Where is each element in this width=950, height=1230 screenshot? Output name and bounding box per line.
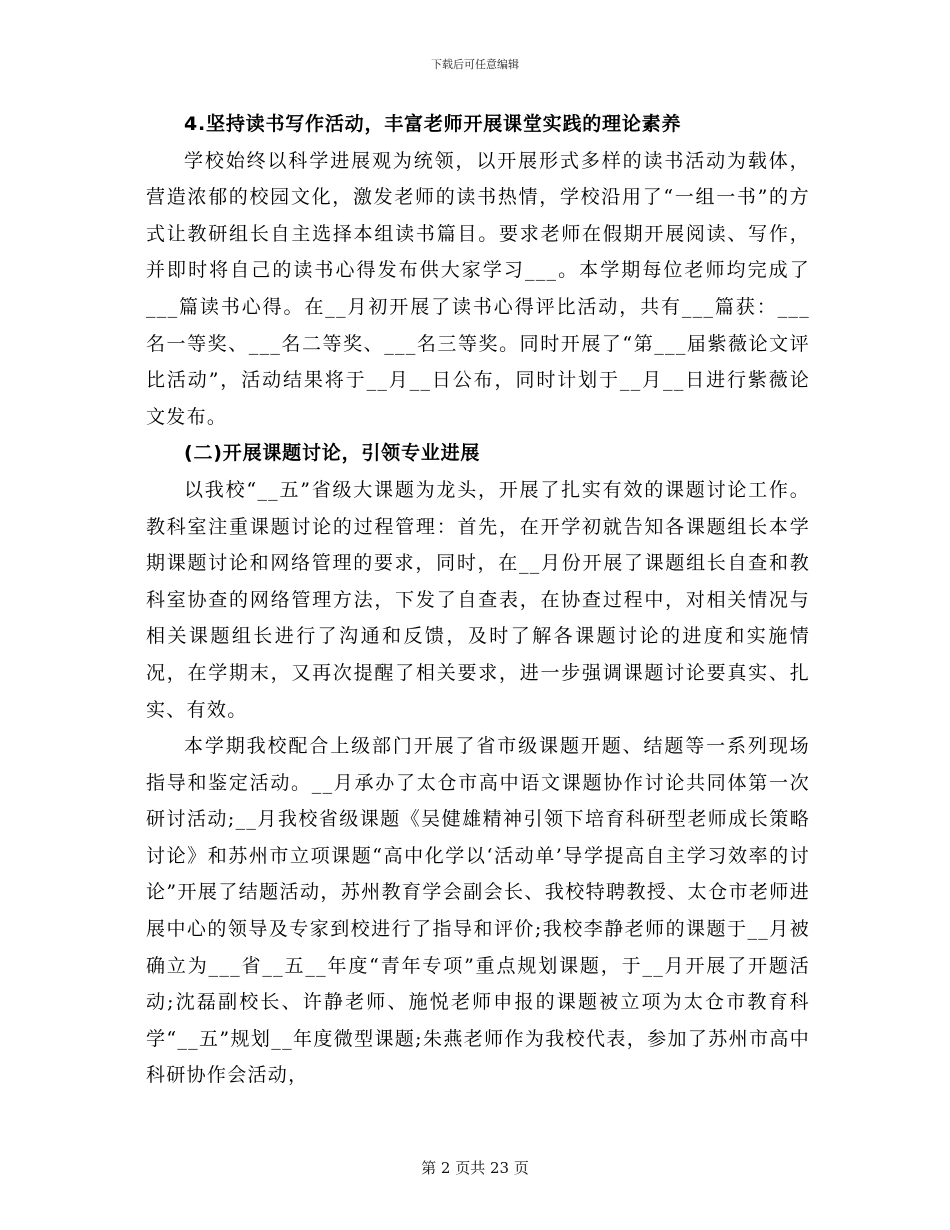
section-heading: (二)开展课题讨论，引领专业进展 [184,442,481,465]
header-note: 下载后可任意编辑 [431,58,519,71]
page-number: 第 2 页共 23 页 [421,1159,529,1177]
document-body [146,106,810,1094]
section-heading: 4.坚持读书写作活动，丰富老师开展课堂实践的理论素养 [184,113,682,135]
paragraph: 本学期我校配合上级部门开展了省市级课题开题、结题等一系列现场指导和鉴定活动。__月承办了太仓市高中语文课题协作讨论共同体第一次研讨活动;__月我校省级课题《吴健雄精神引领下培育科研型老师成长策略讨论》和苏州市立项课题“高中化学以‘活动单’导学提高自主学习效率的讨论”开展了结题活动，苏州教育学会副会长、我校特聘教授、太仓市老师进展中心的领导及专家到校进行了指导和评价;我校李静老师的课题于__月被确立为___省__五__年度“青年专项”重点规划课题，于__月开展了开题活动;沈磊副校长、许静老师、施悦老师申报的课题被立项为太仓市教育科学“__五”规划__年度微型课题;朱燕老师作为我校代表，参加了苏州市高中科研协作会活动， [146,735,810,1087]
paragraph: 学校始终以科学进展观为统领，以开展形式多样的读书活动为载体，营造浓郁的校园文化，激发老师的读书热情，学校沿用了“一组一书”的方式让教研组长自主选择本组读书篇目。要求老师在假期开展阅读、写作，并即时将自己的读书心得发布供大家学习___。本学期每位老师均完成了___篇读书心得。在__月初开展了读书心得评比活动，共有___篇获：___名一等奖、___名二等奖、___名三等奖。同时开展了“第___届紫薇论文评比活动”，活动结果将于__月__日公布，同时计划于__月__日进行紫薇论文发布。 [146,149,810,428]
paragraph: 以我校“__五”省级大课题为龙头，开展了扎实有效的课题讨论工作。教科室注重课题讨论的过程管理：首先，在开学初就告知各课题组长本学期课题讨论和网络管理的要求，同时，在__月份开展了课题组长自查和教科室协查的网络管理方法，下发了自查表，在协查过程中，对相关情况与相关课题组长进行了沟通和反馈，及时了解各课题讨论的进度和实施情况，在学期末，又再次提醒了相关要求，进一步强调课题讨论要真实、扎实、有效。 [146,478,810,721]
